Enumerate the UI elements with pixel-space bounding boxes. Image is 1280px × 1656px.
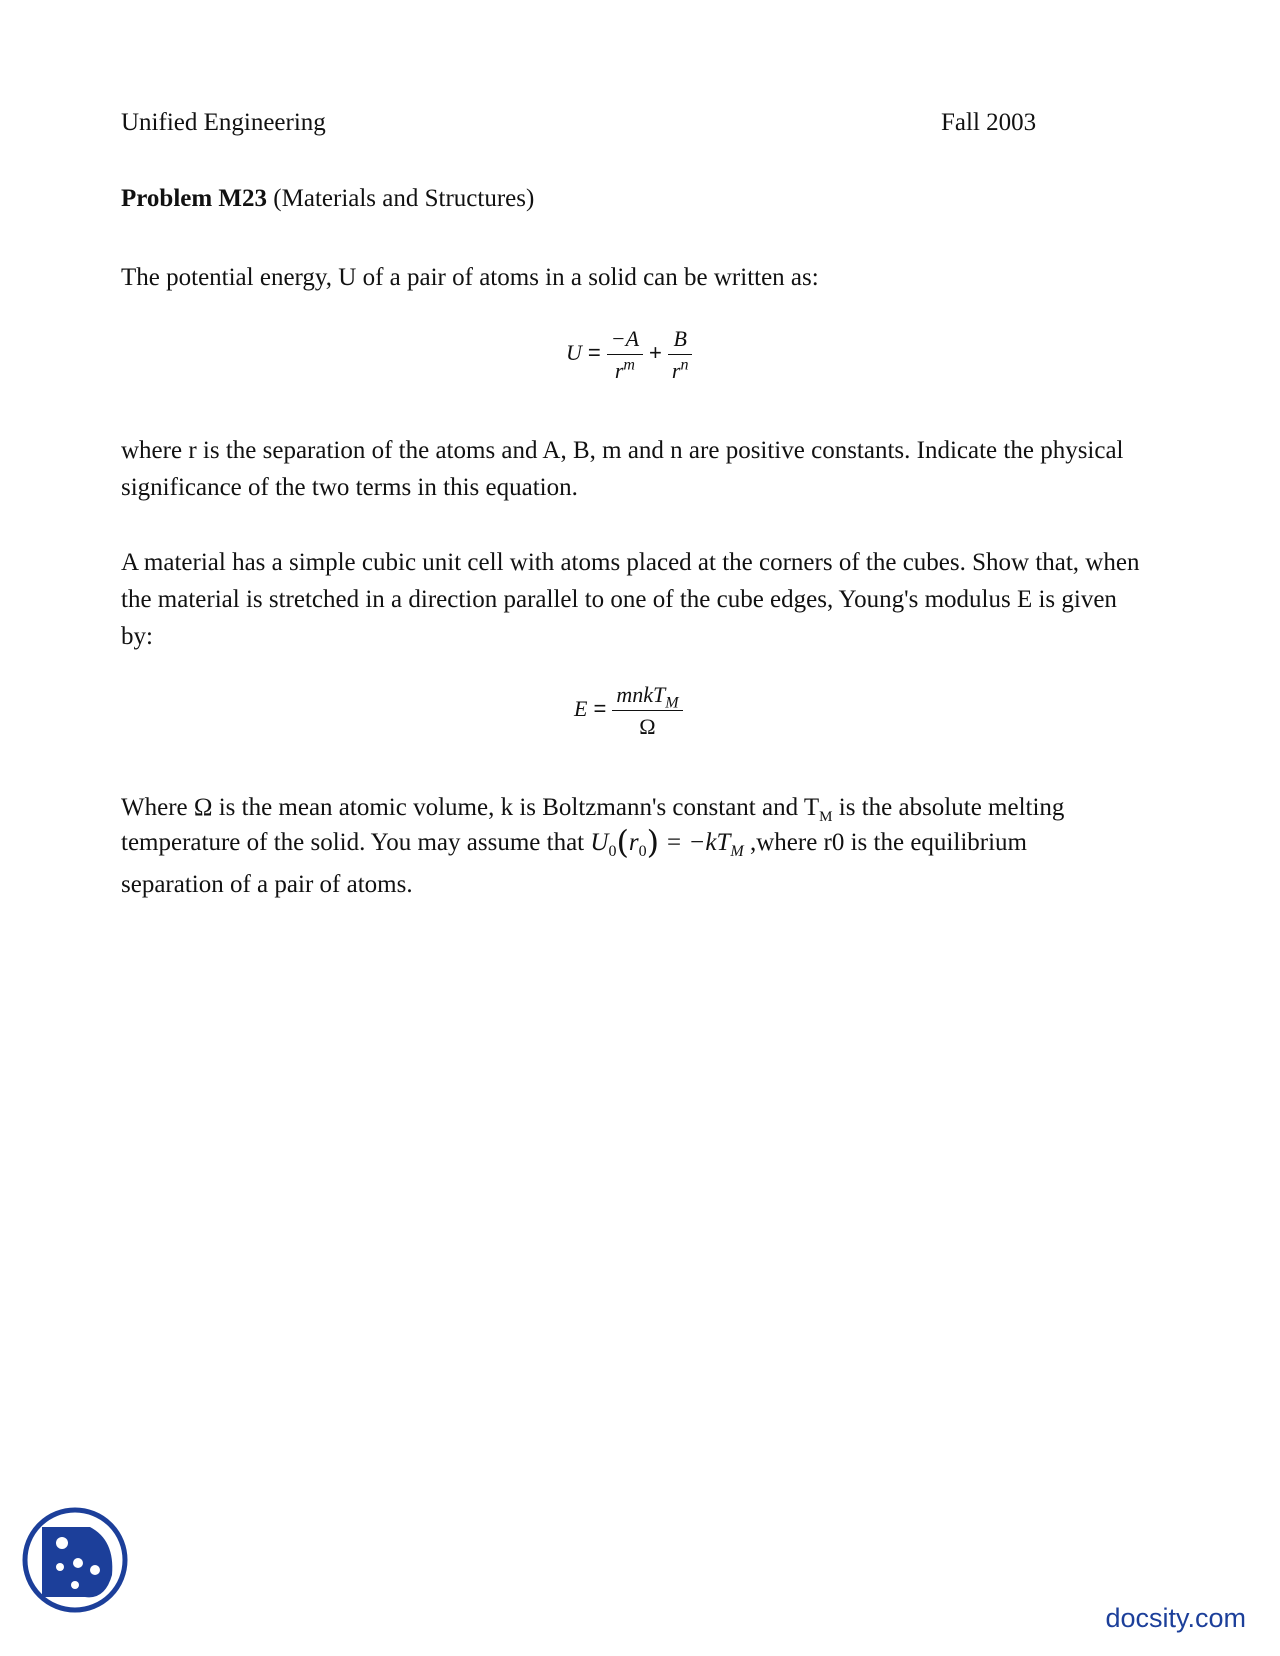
eq2-fraction [612,682,682,740]
potential-energy-equation [566,326,692,384]
equilibrium-equation: $U_0(r_0) = -kT_M$ [590,823,744,861]
problem-label: Problem M23 [121,185,268,212]
eq1-repulsive-term [668,326,693,384]
where-r-paragraph: where r is the separation of the atoms and A, B, m and n are positive constants. Indicate the physical significance of the two terms in this equation. [121,437,1124,501]
eq1-term2-numerator: B [668,326,693,355]
eq1-attractive-term [607,326,643,384]
eq2-numerator: mnkT$_M$ [612,682,682,711]
omega-text-1: Where Ω is the mean atomic volume, k is Boltzmann's constant and T [121,794,820,821]
separation-line: separation of a pair of atoms. [121,871,413,898]
cubic-cell-paragraph: A material has a simple cubic unit cell with atoms placed at the corners of the cubes. Show that, when the material is stretched in a direction parallel to one of the cube edges, Young's modulus E is given by: [121,549,1140,650]
docsity-watermark[interactable]: docsity.com [1105,1603,1246,1633]
term-label: Fall 2003 [941,109,1037,136]
eq1-equals: = [587,340,601,366]
eq1-plus: + [649,340,662,366]
omega-text-2: is the absolute melting [832,794,1065,821]
course-title: Unified Engineering [121,109,326,136]
temperature-text-1: temperature of the solid. You may assume that [121,829,591,856]
eq1-term2-denominator: $r^n$ [671,356,689,383]
problem-subject: (Materials and Structures) [273,185,535,212]
youngs-modulus-equation [574,682,683,740]
eq2-denominator: Ω [639,714,656,739]
omega-line [121,795,1064,825]
omega-subscript: M [819,809,833,825]
eq1-lhs: U [566,340,582,366]
eq1-term1-denominator: $r^m$ [614,356,635,383]
temperature-line [121,823,1027,861]
eq1-term1-numerator: −A [607,326,643,355]
docsity-logo-icon [20,1505,130,1615]
temperature-text-2: ,where r0 is the equilibrium [749,829,1027,856]
problem-heading [121,186,534,211]
intro-text: The potential energy, U of a pair of atoms in a solid can be written as: [121,264,819,291]
eq2-equals: = [593,696,607,722]
eq2-lhs: E [574,696,588,722]
